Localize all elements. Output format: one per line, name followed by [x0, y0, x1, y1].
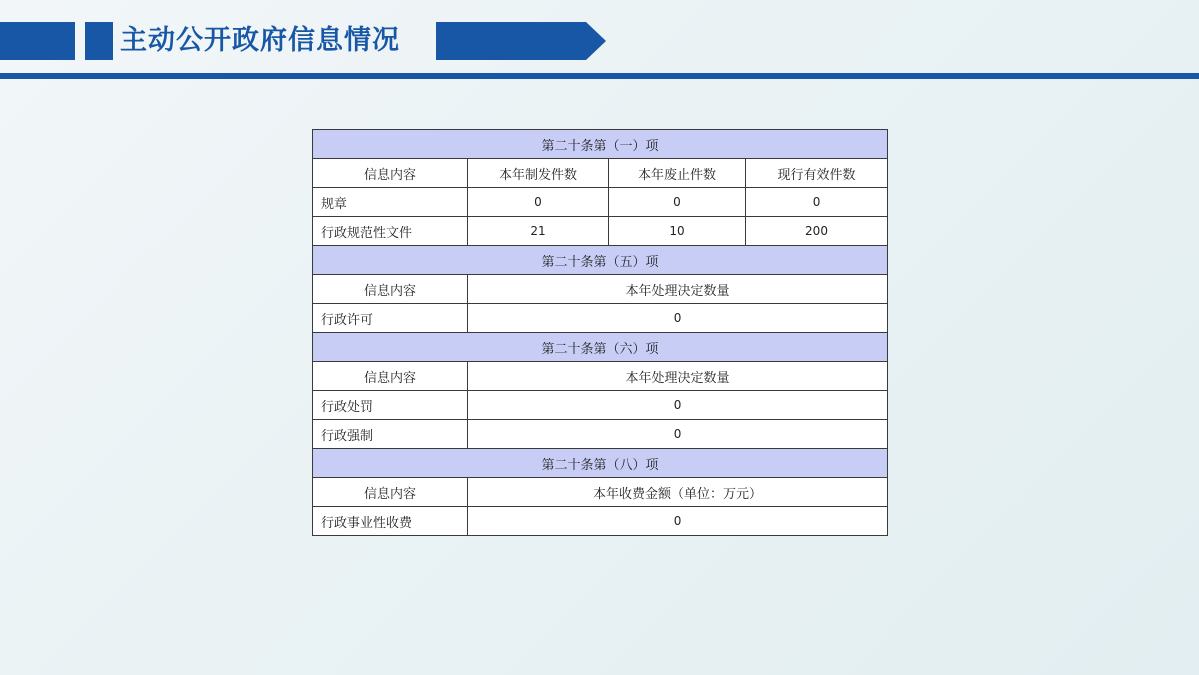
column-header: 信息内容 — [313, 275, 468, 304]
column-header: 本年制发件数 — [468, 159, 609, 188]
column-header: 信息内容 — [313, 362, 468, 391]
cell-value: 0 — [468, 188, 609, 217]
cell-value: 0 — [468, 391, 888, 420]
row-label: 行政事业性收费 — [313, 507, 468, 536]
row-label: 规章 — [313, 188, 468, 217]
section-header-row — [313, 130, 888, 159]
header-decor-square — [85, 22, 113, 60]
cell-value: 10 — [609, 217, 746, 246]
section-title: 第二十条第（六）项 — [313, 333, 888, 362]
header-decor-arrow — [436, 22, 606, 60]
table-row — [313, 507, 888, 536]
header-decor-left — [0, 22, 75, 60]
table-row — [313, 420, 888, 449]
cell-value: 200 — [746, 217, 888, 246]
row-label: 行政处罚 — [313, 391, 468, 420]
page-title: 主动公开政府信息情况 — [120, 25, 400, 56]
column-header: 信息内容 — [313, 478, 468, 507]
table-row — [313, 188, 888, 217]
column-header-row — [313, 275, 888, 304]
cell-value: 0 — [609, 188, 746, 217]
table-row — [313, 217, 888, 246]
column-header: 现行有效件数 — [746, 159, 888, 188]
header-divider — [0, 73, 1199, 79]
section-title: 第二十条第（五）项 — [313, 246, 888, 275]
table-row — [313, 304, 888, 333]
column-header-row — [313, 159, 888, 188]
section-title: 第二十条第（八）项 — [313, 449, 888, 478]
cell-value: 0 — [468, 420, 888, 449]
section-header-row — [313, 246, 888, 275]
cell-value: 0 — [746, 188, 888, 217]
cell-value: 21 — [468, 217, 609, 246]
column-header: 信息内容 — [313, 159, 468, 188]
row-label: 行政规范性文件 — [313, 217, 468, 246]
row-label: 行政强制 — [313, 420, 468, 449]
column-header: 本年收费金额（单位：万元） — [468, 478, 888, 507]
cell-value: 0 — [468, 507, 888, 536]
section-header-row — [313, 333, 888, 362]
column-header-row — [313, 362, 888, 391]
row-label: 行政许可 — [313, 304, 468, 333]
column-header: 本年处理决定数量 — [468, 275, 888, 304]
disclosure-table — [312, 129, 888, 536]
section-title: 第二十条第（一）项 — [313, 130, 888, 159]
cell-value: 0 — [468, 304, 888, 333]
column-header: 本年处理决定数量 — [468, 362, 888, 391]
column-header-row — [313, 478, 888, 507]
table-row — [313, 391, 888, 420]
column-header: 本年废止件数 — [609, 159, 746, 188]
section-header-row — [313, 449, 888, 478]
